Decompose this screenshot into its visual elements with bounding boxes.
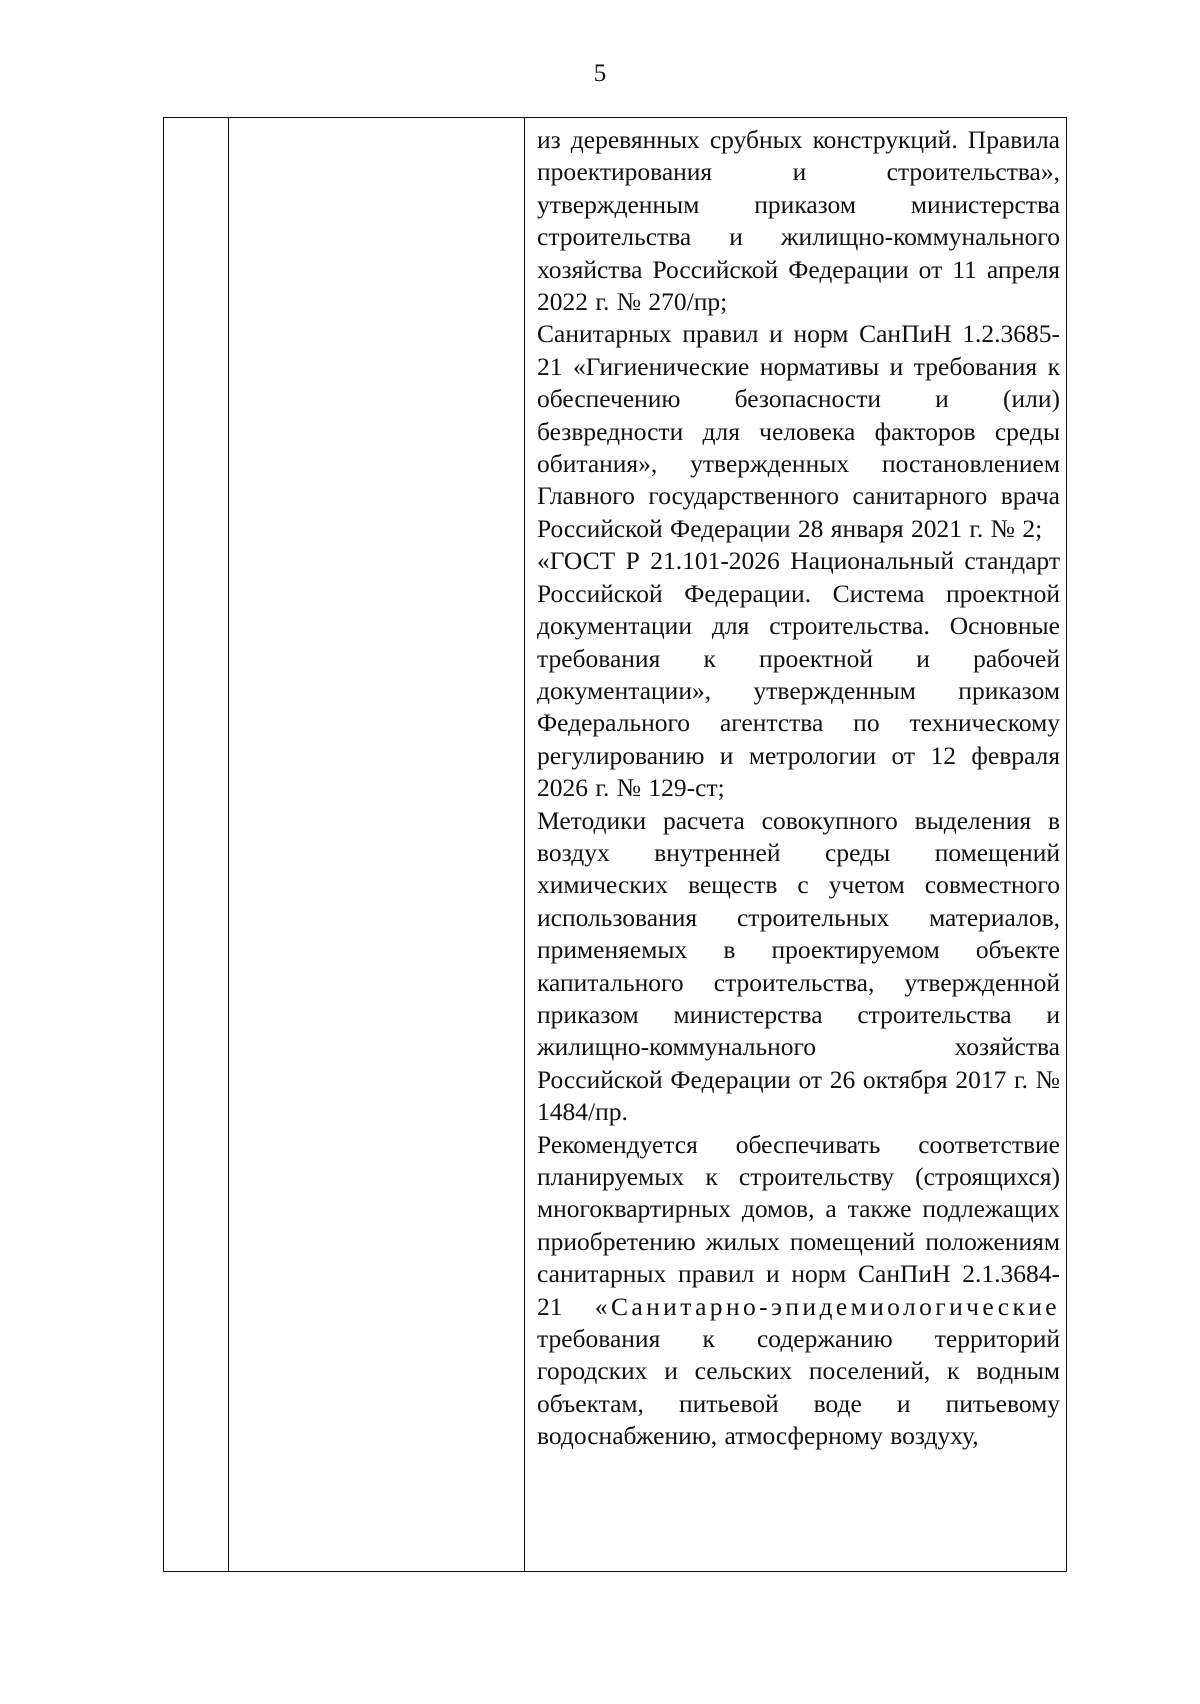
paragraph-recommendation	[537, 1129, 1060, 1453]
column-divider-2	[524, 118, 525, 1571]
recommendation-spaced-title: «Санитарно-эпидемиологические	[594, 1291, 1060, 1321]
paragraph-wooden-structures: из деревянных срубных конструкций. Правила проектирования и строительства», утвержденным приказом министерства строительства и жилищно-коммунального хозяйства Российской Федерации от 11 апреля 2022 г. № 270/пр;	[537, 125, 1060, 317]
paragraph-gost: «ГОСТ Р 21.101-2026 Национальный стандарт Российской Федерации. Система проектной документации для строительства. Основные требования к проектной и рабочей документации», утвержденным приказом Федерального агентства по техническому регулированию и метрологии от 12 февраля 2026 г. № 129-ст;	[537, 546, 1060, 803]
document-table	[163, 117, 1067, 1572]
paragraph-sanpin-hygienic: Санитарных правил и норм СанПиН 1.2.3685-21 «Гигиенические нормативы и требования к обеспечению безопасности и (или) безвредности для человека факторов среды обитания», утвержденных постановлением Главного государственного санитарного врача Российской Федерации 28 января 2021 г. № 2;	[537, 319, 1060, 543]
page-number: 5	[593, 60, 607, 87]
column-divider-1	[228, 118, 229, 1571]
recommendation-part1: Рекомендуется обеспечивать соответствие планируемых к строительству (строящихся) многоквартирных домов, а также подлежащих приобретению жилых помещений положениям санитарных правил и норм СанПиН 2.1.3684-21	[537, 1129, 1060, 1321]
paragraph-methodology: Методики расчета совокупного выделения в воздух внутренней среды помещений химических веществ с учетом совместного использования строительных материалов, применяемых в проектируемом объекте капитального строительства, утвержденной приказом министерства строительства и жилищно-коммунального хозяйства Российской Федерации от 26 октября 2017 г. № 1484/пр.	[537, 805, 1060, 1127]
table-cell-requirements	[537, 124, 1060, 1453]
recommendation-part2: требования к содержанию территорий городских и сельских поселений, к водным объектам, питьевой воде и питьевому водоснабжению, атмосферному воздуху,	[537, 1324, 1060, 1451]
